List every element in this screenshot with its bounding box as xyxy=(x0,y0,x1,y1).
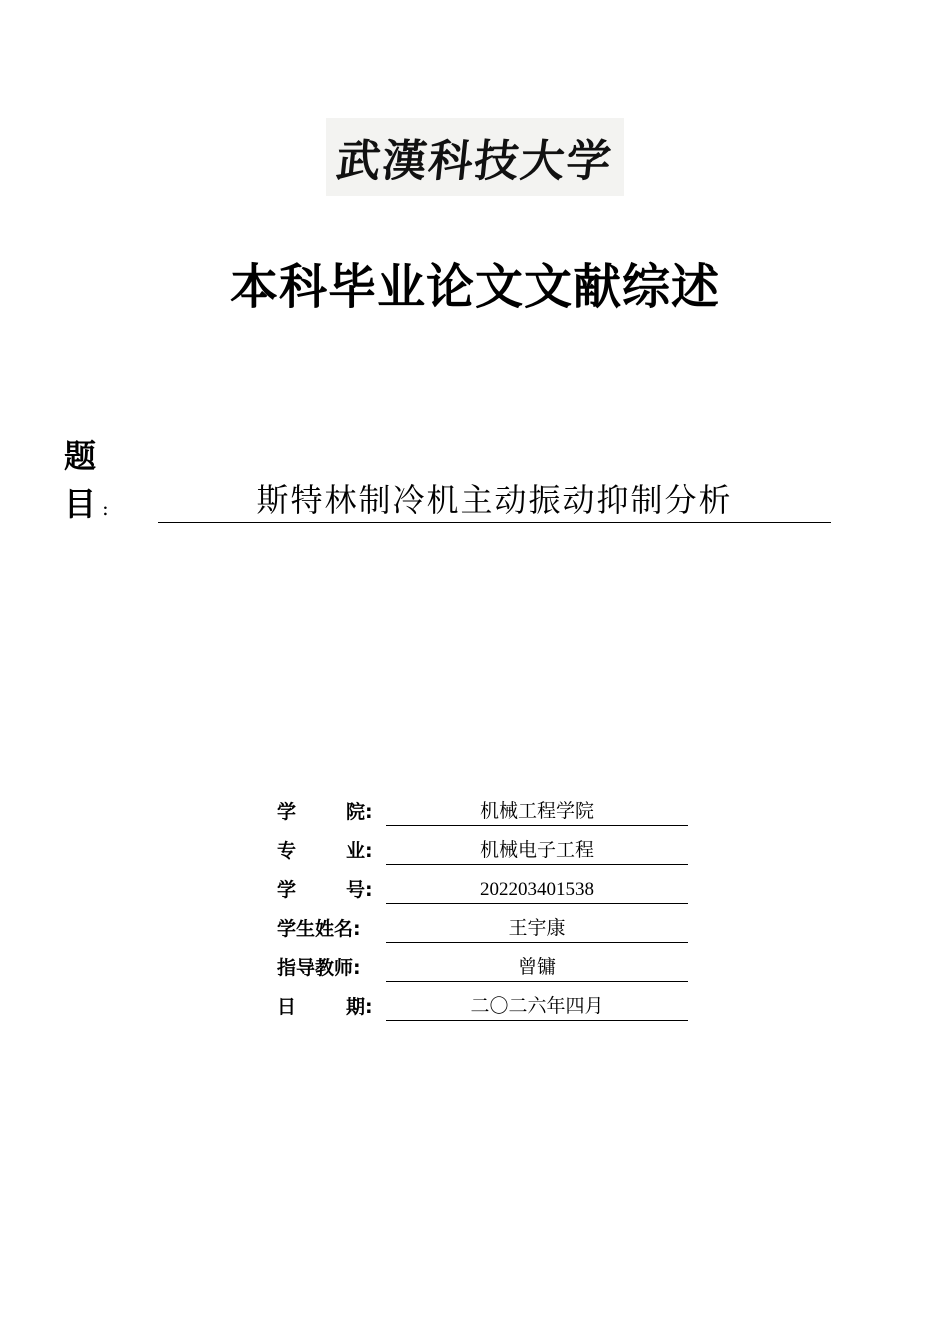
field-value-major: 机械电子工程 xyxy=(386,836,688,865)
field-label-colon: : xyxy=(365,879,373,901)
field-value-college: 机械工程学院 xyxy=(386,797,688,826)
field-row-student-id xyxy=(277,875,689,905)
field-label-char: 号 xyxy=(345,879,365,901)
field-label-colon: : xyxy=(365,996,373,1018)
field-label-advisor xyxy=(277,953,377,983)
topic-value: 斯特林制冷机主动振动抑制分析 xyxy=(158,478,831,523)
topic-label-colon: : xyxy=(102,496,109,520)
field-row-student-name xyxy=(277,914,689,944)
field-label-char: 日 xyxy=(277,996,297,1018)
field-label-char: 专 xyxy=(277,840,297,862)
field-label-text: 指导教师 xyxy=(277,957,354,979)
topic-label-char-1: 题 xyxy=(64,437,97,475)
field-label-colon: : xyxy=(365,840,373,862)
field-label-char: 业 xyxy=(345,840,365,862)
topic-label-char-2: 目 xyxy=(64,485,97,523)
field-label-char: 期 xyxy=(345,996,365,1018)
field-label-char: 学 xyxy=(277,801,297,823)
university-logo xyxy=(326,118,624,196)
field-label-text: 学生姓名 xyxy=(277,918,354,940)
university-logo-text: 武漢科技大学 xyxy=(333,136,616,187)
field-label-college xyxy=(277,797,373,827)
field-label-char: 学 xyxy=(277,879,297,901)
field-label-colon: : xyxy=(353,918,361,940)
field-value-student-name: 王宇康 xyxy=(386,914,688,943)
field-row-advisor xyxy=(277,953,689,983)
field-label-char: 院 xyxy=(345,801,365,823)
field-row-college xyxy=(277,797,689,827)
field-label-colon: : xyxy=(353,957,361,979)
field-label-student-id xyxy=(277,875,373,905)
field-row-major xyxy=(277,836,689,866)
document-title: 本科毕业论文文献综述 xyxy=(229,259,720,315)
field-label-colon: : xyxy=(365,801,373,823)
field-row-date xyxy=(277,992,689,1022)
field-value-advisor: 曾镛 xyxy=(386,953,688,982)
field-value-date: 二〇二六年四月 xyxy=(386,992,688,1021)
field-label-student-name xyxy=(277,914,377,944)
field-label-major xyxy=(277,836,373,866)
field-label-date xyxy=(277,992,373,1022)
field-value-student-id: 202203401538 xyxy=(386,875,688,904)
